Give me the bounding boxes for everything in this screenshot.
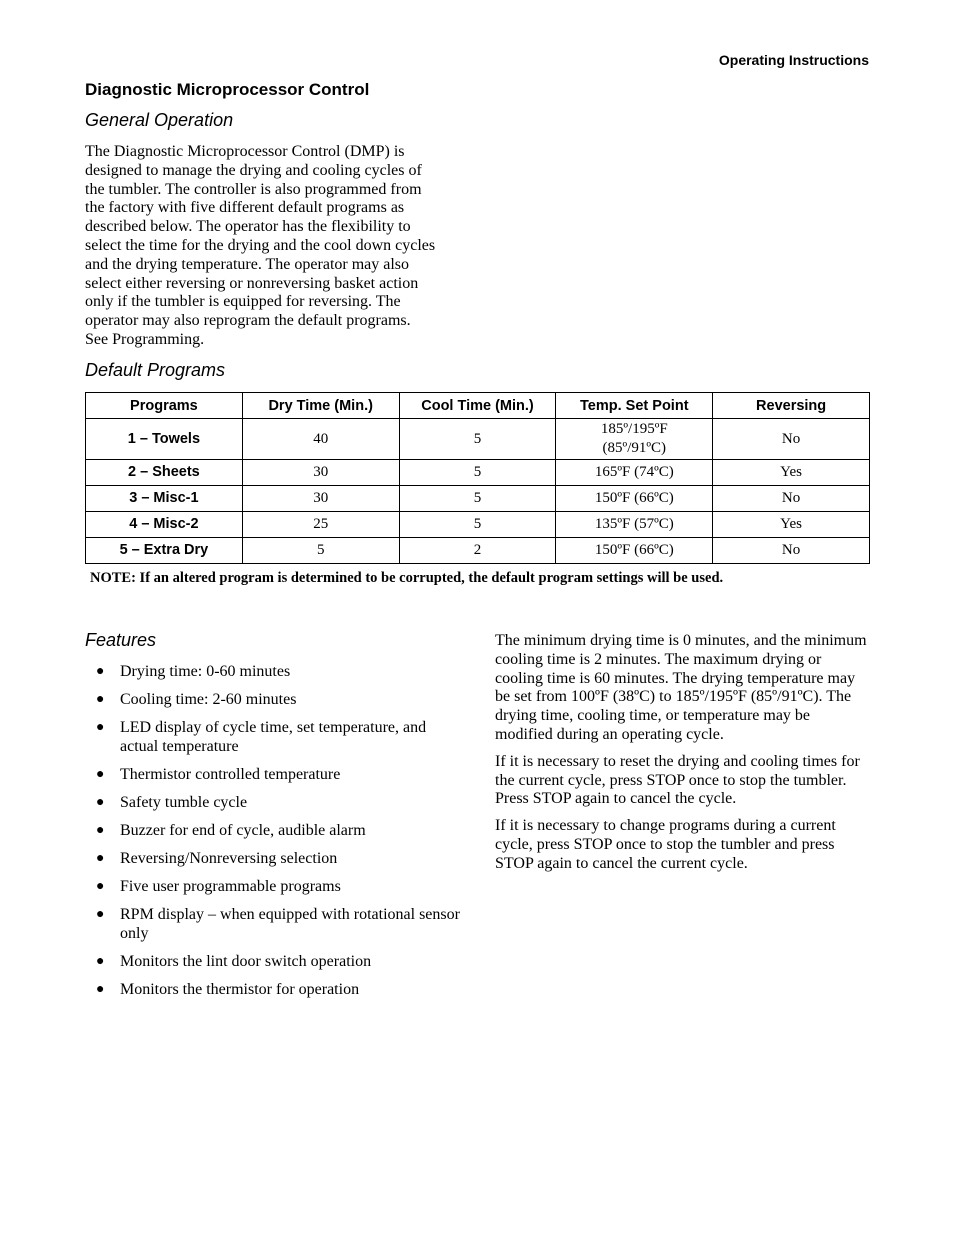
list-item bbox=[96, 690, 466, 709]
list-item bbox=[96, 877, 466, 896]
paragraph-line: designed to manage the drying and cooling cycles of bbox=[85, 161, 422, 179]
feature-text: Cooling time: 2-60 minutes bbox=[120, 691, 297, 708]
program-name-cell: 3 – Misc-1 bbox=[86, 486, 243, 512]
reversing-cell: No bbox=[713, 538, 870, 564]
table-note: NOTE: If an altered program is determined to be corrupted, the default program settings will be used. bbox=[90, 570, 724, 586]
table-row bbox=[86, 538, 870, 564]
page-title: Diagnostic Microprocessor Control bbox=[85, 80, 370, 99]
default-programs-table bbox=[85, 392, 870, 564]
table-row bbox=[86, 512, 870, 538]
bullet-icon: ● bbox=[96, 982, 105, 997]
list-item bbox=[96, 849, 466, 868]
paragraph-line: See Programming. bbox=[85, 330, 205, 348]
cool-time-cell: 5 bbox=[399, 512, 556, 538]
temp-set-point-cell: 150ºF (66ºC) bbox=[556, 486, 713, 512]
features-heading: Features bbox=[85, 630, 157, 650]
reversing-cell: Yes bbox=[713, 512, 870, 538]
reversing-cell: No bbox=[713, 419, 870, 460]
paragraph-line: described below. The operator has the flexibility to bbox=[85, 218, 411, 236]
list-item bbox=[96, 980, 466, 999]
program-name-cell: 5 – Extra Dry bbox=[86, 538, 243, 564]
paragraph-line: select either reversing or nonreversing basket action bbox=[85, 274, 419, 292]
feature-text: Drying time: 0-60 minutes bbox=[120, 663, 291, 680]
temp-set-point-cell: 165ºF (74ºC) bbox=[556, 460, 713, 486]
paragraph-line: The Diagnostic Microprocessor Control (DMP) is bbox=[85, 143, 405, 160]
dry-time-cell: 25 bbox=[242, 512, 399, 538]
temp-set-point-cell bbox=[556, 419, 713, 460]
description-paragraph: The minimum drying time is 0 minutes, and the minimum cooling time is 2 minutes. The maximum drying or cooling time is 60 minutes. The drying temperature may be set from 100ºF (38ºC) to 185º/195ºF (85º/91ºC). The drying time, cooling time, or temperature may be modified during an operating cycle. bbox=[495, 632, 867, 743]
paragraph-line: select the time for the drying and the cool down cycles bbox=[85, 236, 436, 254]
bullet-icon: ● bbox=[96, 954, 105, 969]
temp-set-point-cell: 150ºF (66ºC) bbox=[556, 538, 713, 564]
column-header-programs: Programs bbox=[86, 393, 243, 419]
column-header-reversing: Reversing bbox=[713, 393, 870, 419]
program-name-cell: 2 – Sheets bbox=[86, 460, 243, 486]
cool-time-cell: 5 bbox=[399, 460, 556, 486]
program-name-cell: 4 – Misc-2 bbox=[86, 512, 243, 538]
features-description bbox=[495, 632, 870, 882]
bullet-icon: ● bbox=[96, 907, 105, 922]
feature-text: Monitors the lint door switch operation bbox=[120, 953, 372, 970]
feature-text: Five user programmable programs bbox=[120, 878, 341, 895]
description-paragraph: If it is necessary to change programs during a current cycle, press STOP once to stop the tumbler and press STOP again to cancel the current cycle. bbox=[495, 817, 836, 872]
feature-text: Thermistor controlled temperature bbox=[120, 766, 341, 783]
bullet-icon: ● bbox=[96, 664, 105, 679]
list-item bbox=[96, 662, 466, 681]
dry-time-cell: 40 bbox=[242, 419, 399, 460]
general-operation-heading: General Operation bbox=[85, 110, 234, 130]
bullet-icon: ● bbox=[96, 879, 105, 894]
table-row bbox=[86, 460, 870, 486]
dry-time-cell: 30 bbox=[242, 460, 399, 486]
table-header-row bbox=[86, 393, 870, 419]
general-operation-paragraph bbox=[85, 143, 465, 350]
feature-text: Safety tumble cycle bbox=[120, 794, 248, 811]
dry-time-cell: 30 bbox=[242, 486, 399, 512]
column-header-cool-time: Cool Time (Min.) bbox=[399, 393, 556, 419]
feature-text: LED display of cycle time, set temperature, and actual temperature bbox=[120, 719, 427, 755]
bullet-icon: ● bbox=[96, 851, 105, 866]
bullet-icon: ● bbox=[96, 795, 105, 810]
feature-text: Monitors the thermistor for operation bbox=[120, 981, 360, 998]
bullet-icon: ● bbox=[96, 692, 105, 707]
default-programs-heading: Default Programs bbox=[85, 360, 226, 380]
cool-time-cell: 2 bbox=[399, 538, 556, 564]
reversing-cell: No bbox=[713, 486, 870, 512]
reversing-cell: Yes bbox=[713, 460, 870, 486]
list-item bbox=[96, 952, 466, 971]
description-paragraph: If it is necessary to reset the drying and cooling times for the current cycle, press STOP once to stop the tumbler. Press STOP again to cancel the cycle. bbox=[495, 752, 860, 808]
bullet-icon: ● bbox=[96, 823, 105, 838]
table-row bbox=[86, 419, 870, 460]
temp-fahrenheit: 185º/195ºF bbox=[600, 421, 668, 437]
bullet-icon: ● bbox=[96, 720, 105, 735]
paragraph-line: and the drying temperature. The operator may also bbox=[85, 255, 410, 273]
column-header-temp-set-point: Temp. Set Point bbox=[556, 393, 713, 419]
paragraph-line: operator may also reprogram the default programs. bbox=[85, 312, 411, 330]
paragraph-line: the tumbler. The controller is also programmed from bbox=[85, 180, 422, 198]
feature-text: RPM display – when equipped with rotational sensor only bbox=[120, 906, 460, 942]
table-row bbox=[86, 486, 870, 512]
list-item bbox=[96, 793, 466, 812]
feature-text: Buzzer for end of cycle, audible alarm bbox=[120, 822, 366, 839]
list-item bbox=[96, 718, 466, 756]
paragraph-line: only if the tumbler is equipped for reversing. The bbox=[85, 293, 401, 311]
list-item bbox=[96, 821, 466, 840]
bullet-icon: ● bbox=[96, 767, 105, 782]
cool-time-cell: 5 bbox=[399, 486, 556, 512]
cool-time-cell: 5 bbox=[399, 419, 556, 460]
temp-set-point-cell: 135ºF (57ºC) bbox=[556, 512, 713, 538]
column-header-dry-time: Dry Time (Min.) bbox=[242, 393, 399, 419]
temp-celsius: (85º/91ºC) bbox=[602, 440, 667, 456]
dry-time-cell: 5 bbox=[242, 538, 399, 564]
feature-text: Reversing/Nonreversing selection bbox=[120, 850, 338, 867]
program-name-cell: 1 – Towels bbox=[86, 419, 243, 460]
running-header: Operating Instructions bbox=[718, 52, 869, 68]
paragraph-line: the factory with five different default programs as bbox=[85, 199, 405, 217]
list-item bbox=[96, 905, 466, 943]
list-item bbox=[96, 765, 466, 784]
features-list bbox=[96, 662, 466, 1008]
